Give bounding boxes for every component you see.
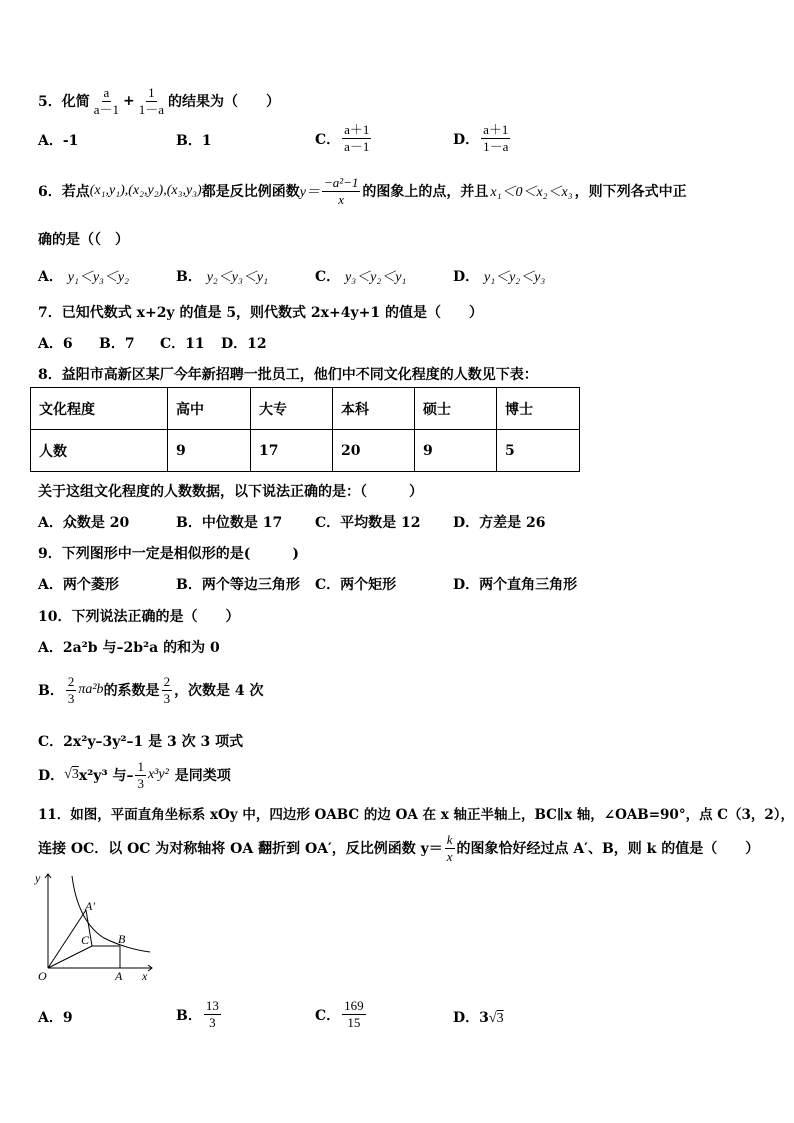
- q6-condition: x₁＜0＜x₂＜x₃: [490, 185, 573, 200]
- q7-option-b: B．7: [99, 336, 135, 352]
- table-cell: 人数: [31, 430, 168, 472]
- q6-option-a: A． y₁＜y₃＜y₂: [38, 269, 129, 285]
- q7-option-d: D．12: [221, 336, 267, 352]
- q7-option-a: A．6: [38, 336, 73, 352]
- q11-stem-line2: 连接 OC．以 OC 为对称轴将 OA 翻折到 OA′，反比例函数 y＝ $\frac{k}{x}$ 的图象恰好经过点 A′、B，则 k 的值是（ ）: [38, 831, 760, 864]
- q6-stem-line2: 确的是（（ ）: [38, 232, 129, 248]
- q6-points: (x₁,y₁),(x₂,y₂),(x₃,y₃): [89, 183, 202, 198]
- label-a: A: [115, 969, 123, 983]
- table-cell: 高中: [168, 388, 251, 430]
- q10-option-a: A．2a²b 与–2b²a 的和为 0: [38, 640, 220, 656]
- label-o: O: [38, 969, 47, 983]
- q8-table: [30, 387, 580, 472]
- q7-option-c: C．11: [160, 336, 205, 352]
- label-a-prime: A′: [85, 899, 95, 913]
- q5-option-c: C． $\frac{a+1}{a-1}$: [315, 122, 370, 154]
- sqrt-icon: √3: [64, 767, 79, 782]
- q7-stem: 7．已知代数式 x+2y 的值是 5，则代数式 2x+4y+1 的值是（ ）: [38, 305, 483, 321]
- q5-option-b: B．1: [176, 133, 212, 149]
- q10-option-b: B． $\frac{2}{3}$ πa²b 的系数是 $\frac{2}{3}$ ，次数是 4 次: [38, 673, 264, 706]
- q8-option-a: A．众数是 20: [38, 515, 130, 531]
- label-b: B: [118, 932, 126, 946]
- label-x: x: [142, 969, 148, 983]
- q6-option-c: C． y₃＜y₂＜y₁: [315, 269, 407, 285]
- table-cell: 9: [415, 430, 497, 472]
- q9-option-c: C．两个矩形: [315, 577, 397, 593]
- q10-option-c: C．2x²y–3y²–1 是 3 次 3 项式: [38, 734, 244, 750]
- q5-plus: +: [123, 93, 135, 109]
- q8-option-c: C．平均数是 12: [315, 515, 421, 531]
- q11-option-b: B． $\frac{13}{3}$: [176, 998, 219, 1030]
- label-c: C: [81, 933, 90, 947]
- q6-option-d: D． y₁＜y₂＜y₃: [453, 269, 546, 285]
- table-cell: 20: [333, 430, 415, 472]
- q10-option-d: D． √3 x²y³ 与– $\frac{1}{3}$ x³y² 是同类项: [38, 758, 231, 791]
- q6-option-b: B． y₂＜y₃＜y₁: [176, 269, 268, 285]
- table-cell: 5: [497, 430, 580, 472]
- q8-stem: 8．益阳市高新区某厂今年新招聘一批员工，他们中不同文化程度的人数见下表：: [38, 367, 538, 383]
- q11-option-d: D．3√3: [453, 1010, 504, 1026]
- table-cell: 大专: [251, 388, 333, 430]
- table-cell: 博士: [497, 388, 580, 430]
- q5-tail: 的结果为（ ）: [168, 94, 281, 110]
- q5-option-d: D． $\frac{a+1}{1-a}$: [453, 122, 509, 154]
- q8-option-d: D．方差是 26: [453, 515, 546, 531]
- q5-stem: [38, 84, 280, 118]
- table-cell: 本科: [333, 388, 415, 430]
- q11-option-c: C． $\frac{169}{15}$: [315, 998, 364, 1030]
- q10-stem: 10．下列说法正确的是（ ）: [38, 609, 240, 625]
- q9-option-b: B．两个等边三角形: [176, 577, 300, 593]
- segment-oc: [48, 946, 92, 968]
- q8-followup: 关于这组文化程度的人数数据，以下说法正确的是：（ ）: [38, 484, 423, 500]
- q11-option-a: A．9: [38, 1010, 73, 1026]
- table-header-row: [31, 388, 580, 430]
- table-cell: 9: [168, 430, 251, 472]
- q9-stem: 9．下列图形中一定是相似形的是( ): [38, 546, 299, 562]
- q6-stem-line1: 6．若点 (x₁,y₁),(x₂,y₂),(x₃,y₃) 都是反比例函数 y＝ $\frac{\text{−a²−1}}{x}$ 的图象上的点，并且 x₁＜0＜x₂＜x₃ ，则下列各式中正: [38, 174, 687, 207]
- q5-option-a: A．-1: [38, 133, 79, 149]
- q9-option-a: A．两个菱形: [38, 577, 119, 593]
- q9-option-d: D．两个直角三角形: [453, 577, 578, 593]
- q5-label: 5．化简: [38, 94, 90, 110]
- sqrt-icon: √3: [488, 1011, 504, 1026]
- q8-option-b: B．中位数是 17: [176, 515, 283, 531]
- table-cell: 文化程度: [31, 388, 168, 430]
- table-cell: 硕士: [415, 388, 497, 430]
- q5-fraction-1: $\frac{a}{a-1}$: [93, 84, 120, 117]
- label-y: y: [35, 871, 41, 885]
- q11-figure: [30, 868, 160, 983]
- q11-stem-line1: 11．如图，平面直角坐标系 xOy 中，四边形 OABC 的边 OA 在 x 轴正半轴上，BC∥x 轴，∠OAB=90°，点 C（3，2），: [38, 807, 794, 823]
- table-cell: 17: [251, 430, 333, 472]
- table-row: [31, 430, 580, 472]
- q5-fraction-2: $\frac{1}{1-a}$: [138, 84, 165, 117]
